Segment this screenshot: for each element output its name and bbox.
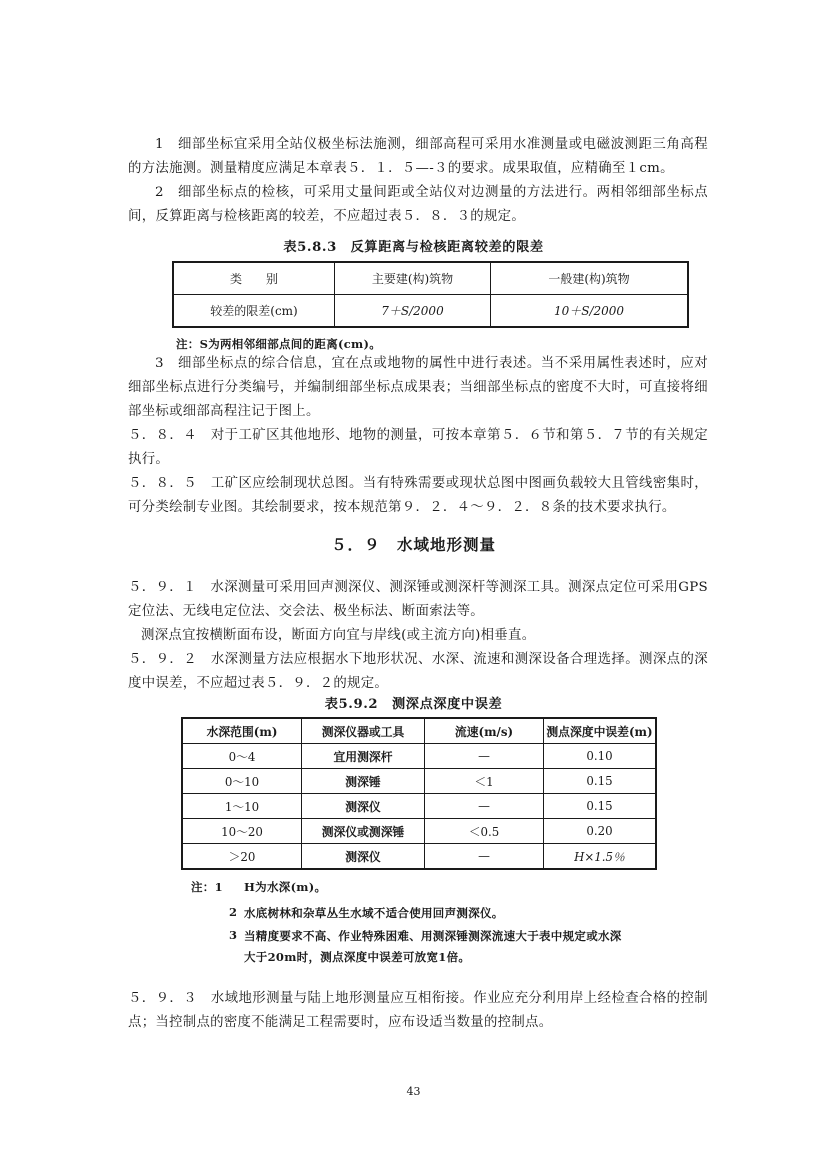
table-cell: 0～4: [182, 744, 302, 769]
clause-5-8-5: ５．８．５ 工矿区应绘制现状总图。当有特殊需要或现状总图中图画负载较大且管线密集时，可分类绘制专业图。其绘制要求，按本规范第９．２．４～９．２．８条的技术要求执行。: [128, 476, 708, 515]
table-row: [182, 794, 656, 819]
table-5-9-2-caption: 表5.9.2 测深点深度中误差: [324, 697, 503, 712]
paragraph-item-2: 2 细部坐标点的检核，可采用丈量间距或全站仪对边测量的方法进行。两相邻细部坐标点间，反算距离与检核距离的较差，不应超过表５．８．３的规定。: [128, 185, 708, 224]
note-1: H为水深(m)。: [244, 880, 327, 894]
clause-5-9-2: ５．９．２ 水深测量方法应根据水下地形状况、水深、流速和测深设备合理选择。测深点的深度中误差，不应超过表５．９．２的规定。: [128, 652, 708, 691]
table-5-8-3-caption: 表5.8.3 反算距离与检核距离较差的限差: [283, 240, 544, 255]
note-3-line-2: 大于20m时，测点深度中误差可放宽1倍。: [244, 950, 471, 964]
note-2: 水底树林和杂草丛生水域不适合使用回声测深仪。: [244, 906, 504, 920]
table-cell: —: [425, 794, 544, 819]
note-number-2: 2: [229, 905, 238, 919]
section-title: ５．９ 水域地形测量: [330, 535, 496, 554]
clause-5-9-1-continued: 测深点宜按横断面布设，断面方向宜与岸线(或主流方向)相垂直。: [141, 628, 536, 643]
note-number-3: 3: [229, 928, 238, 942]
clause-5-9-3: ５．９．３ 水域地形测量与陆上地形测量应互相衔接。作业应充分利用岸上经检查合格的控制点；当控制点的密度不能满足工程需要时，应布设适当数量的控制点。: [128, 991, 708, 1030]
table-cell: 较差的限差(cm): [173, 295, 335, 328]
table-header-cell: 测点深度中误差(m): [544, 718, 657, 744]
table-cell: 0～10: [182, 769, 302, 794]
table-cell: 10～20: [182, 819, 302, 844]
table-row: [182, 844, 656, 870]
table-header-cell: 测深仪器或工具: [302, 718, 425, 744]
table-header-row: [182, 718, 656, 744]
table-cell: H×1.5％: [544, 844, 657, 870]
table-header-cell: 流速(m/s): [425, 718, 544, 744]
table-cell: 1～10: [182, 794, 302, 819]
note-3-line-1: 当精度要求不高、作业特殊困难、用测深锤测深流速大于表中规定或水深: [244, 929, 622, 943]
table-cell: ＞20: [182, 844, 302, 870]
table-row: [182, 769, 656, 794]
table-cell: 测深仪或测深锤: [302, 819, 425, 844]
table-cell: —: [425, 744, 544, 769]
paragraph-item-3: 3 细部坐标点的综合信息，宜在点或地物的属性中进行表述。当不采用属性表述时，应对细部坐标点进行分类编号，并编制细部坐标点成果表；当细部坐标点的密度不大时，可直接将细部坐标或细部高程注记于图上。: [128, 356, 708, 419]
table-cell: 0.20: [544, 819, 657, 844]
table-cell: 测深仪: [302, 794, 425, 819]
table-row: [182, 819, 656, 844]
table-header-row: [173, 262, 688, 295]
clause-5-9-1: ５．９．１ 水深测量可采用回声测深仪、测深锤或测深杆等测深工具。测深点定位可采用GPS定位法、无线电定位法、交会法、极坐标法、断面索法等。: [128, 580, 708, 619]
table-header-cell: 一般建(构)筑物: [491, 262, 689, 295]
table-cell: 0.10: [544, 744, 657, 769]
table-row: [173, 295, 688, 328]
table-cell: 宜用测深杆: [302, 744, 425, 769]
table-cell: —: [425, 844, 544, 870]
table-cell: 测深仪: [302, 844, 425, 870]
table-row: [182, 744, 656, 769]
table-cell: 0.15: [544, 769, 657, 794]
table-cell: ＜1: [425, 769, 544, 794]
table-cell: 7＋S/2000: [335, 295, 491, 328]
table-5-9-2: [181, 717, 657, 870]
table-cell: 10＋S/2000: [491, 295, 689, 328]
table-5-8-3-note: 注：S为两相邻细部点间的距离(cm)。: [176, 337, 382, 351]
table-header-cell: 主要建(构)筑物: [335, 262, 491, 295]
table-header-cell: 水深范围(m): [182, 718, 302, 744]
page-number: 43: [406, 1085, 421, 1098]
table-cell: ＜0.5: [425, 819, 544, 844]
table-cell: 测深锤: [302, 769, 425, 794]
note-label: 注：1: [191, 880, 223, 894]
table-cell: 0.15: [544, 794, 657, 819]
table-5-8-3: [172, 261, 689, 328]
paragraph-item-1: 1 细部坐标宜采用全站仪极坐标法施测，细部高程可采用水准测量或电磁波测距三角高程的方法施测。测量精度应满足本章表５．１．５—-３的要求。成果取值，应精确至１cm。: [128, 137, 708, 176]
table-header-cell: 类 别: [173, 262, 335, 295]
clause-5-8-4: ５．８．４ 对于工矿区其他地形、地物的测量，可按本章第５．６节和第５．７节的有关规定执行。: [128, 428, 708, 467]
